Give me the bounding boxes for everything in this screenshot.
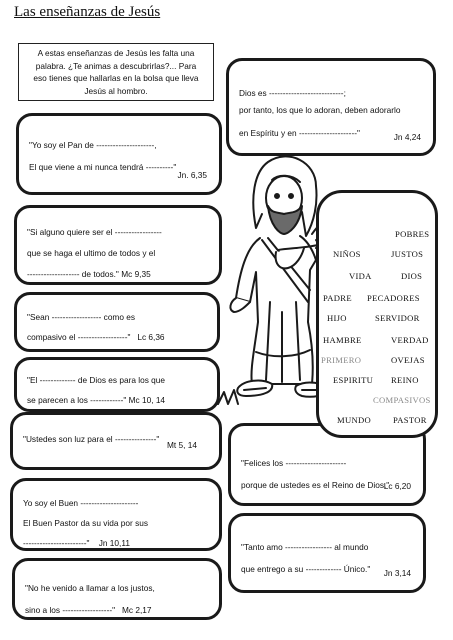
word-bag-item: VIDA — [349, 271, 372, 281]
bubble-line: que entrego a su ------------- Único." — [241, 564, 371, 574]
bible-reference: Lc 6,36 — [137, 332, 165, 342]
bible-reference: Mc 9,35 — [121, 269, 151, 279]
bubble-text: -----------------------" — [23, 538, 90, 548]
word-bag-item: VERDAD — [391, 335, 429, 345]
page-title: Las enseñanzas de Jesús — [14, 4, 161, 20]
bubble-jn-10-11 — [10, 478, 222, 551]
bubble-line: "El ------------- de Dios es para los que — [27, 375, 166, 385]
bible-reference: Jn 3,14 — [383, 568, 411, 578]
bubble-line: Dios es ---------------------------; — [239, 88, 346, 98]
bubble-line — [27, 327, 207, 347]
bible-reference: Jn 10,11 — [98, 538, 130, 548]
bible-reference: Mt 5, 14 — [167, 440, 197, 450]
word-bag-item: JUSTOS — [391, 249, 424, 259]
bubble-jn-6-35 — [16, 113, 222, 195]
word-bag-item: DIOS — [401, 271, 423, 281]
word-bag-item: HAMBRE — [323, 335, 362, 345]
bubble-line — [27, 390, 207, 410]
bubble-jn-4-24 — [226, 58, 436, 156]
bubble-mc-10-14 — [14, 357, 220, 412]
intro-line: palabra. ¿Te animas a descubrirlas?... Para — [35, 60, 197, 71]
bubble-line: "Ustedes son luz para el ---------------" — [23, 434, 160, 444]
word-bag-item: PASTOR — [393, 415, 427, 425]
word-bag-item: POBRES — [395, 229, 430, 239]
word-bag-item: PADRE — [323, 293, 352, 303]
intro-line: eso tienes que hallarlas en la bolsa que lleva — [33, 73, 199, 84]
bubble-line: "Si alguno quiere ser el ----------------- — [27, 227, 162, 237]
bubble-line: por tanto, los que lo adoran, deben adorarlo — [239, 105, 401, 115]
bubble-lc-6-36 — [14, 292, 220, 352]
word-bag-item: NIÑOS — [333, 249, 361, 259]
word-bag-item: MUNDO — [337, 415, 371, 425]
bible-reference: Jn. 6,35 — [177, 170, 207, 180]
bubble-line: en Espíritu y en ---------------------" — [239, 128, 360, 138]
bubble-line: "No he venido a llamar a los justos, — [25, 583, 155, 593]
word-bag-item: HIJO — [327, 313, 347, 323]
word-bag-item: SERVIDOR — [375, 313, 420, 323]
bible-reference: Mc 10, 14 — [128, 395, 166, 405]
intro-line: A estas enseñanzas de Jesús les falta una — [37, 48, 195, 58]
bubble-line: Yo soy el Buen --------------------- — [23, 498, 139, 508]
bible-reference: Mc 2,17 — [121, 605, 152, 615]
word-bag-item: PRIMERO — [321, 355, 362, 365]
bubble-text: compasivo el ------------------" — [27, 332, 131, 342]
bubble-mt-5-14 — [10, 412, 222, 470]
word-bag-item: COMPASIVOS — [373, 395, 431, 405]
bubble-line: El Buen Pastor da su vida por sus — [23, 518, 148, 528]
bubble-mc-2-17 — [12, 558, 222, 620]
bubble-jn-3-14 — [228, 513, 426, 593]
bubble-line — [25, 599, 209, 621]
bible-reference: Jn 4,24 — [393, 132, 421, 142]
word-bag-item: PECADORES — [367, 293, 420, 303]
word-bag-item: OVEJAS — [391, 355, 425, 365]
bubble-line: "Felices los ---------------------- — [241, 458, 347, 468]
bubble-line: "Yo soy el Pan de ---------------------, — [29, 140, 157, 150]
bubble-text: se parecen a los ------------" — [27, 395, 127, 405]
bubble-text: ------------------- de todos." — [27, 269, 119, 279]
bubble-line: porque de ustedes es el Reino de Dios." — [241, 480, 390, 490]
intro-line: Jesús al hombro. — [84, 85, 148, 96]
bubble-line: "Tanto amo ----------------- al mundo — [241, 542, 369, 552]
bubble-line — [23, 533, 209, 553]
bible-reference: Lc 6,20 — [383, 481, 411, 491]
word-bag — [316, 190, 438, 438]
bubble-line: que se haga el ultimo de todos y el — [27, 248, 156, 258]
word-bag-item: REINO — [391, 375, 419, 385]
bubble-mc-9-35 — [14, 205, 222, 285]
bubble-line: El que viene a mi nunca tendrá ----------" — [29, 162, 177, 172]
intro-box — [18, 43, 214, 101]
bubble-text: sino a los ------------------" — [25, 605, 116, 615]
bubble-line: "Sean ------------------ como es — [27, 312, 136, 322]
word-bag-item: ESPIRITU — [333, 375, 374, 385]
bubble-line — [27, 264, 209, 285]
